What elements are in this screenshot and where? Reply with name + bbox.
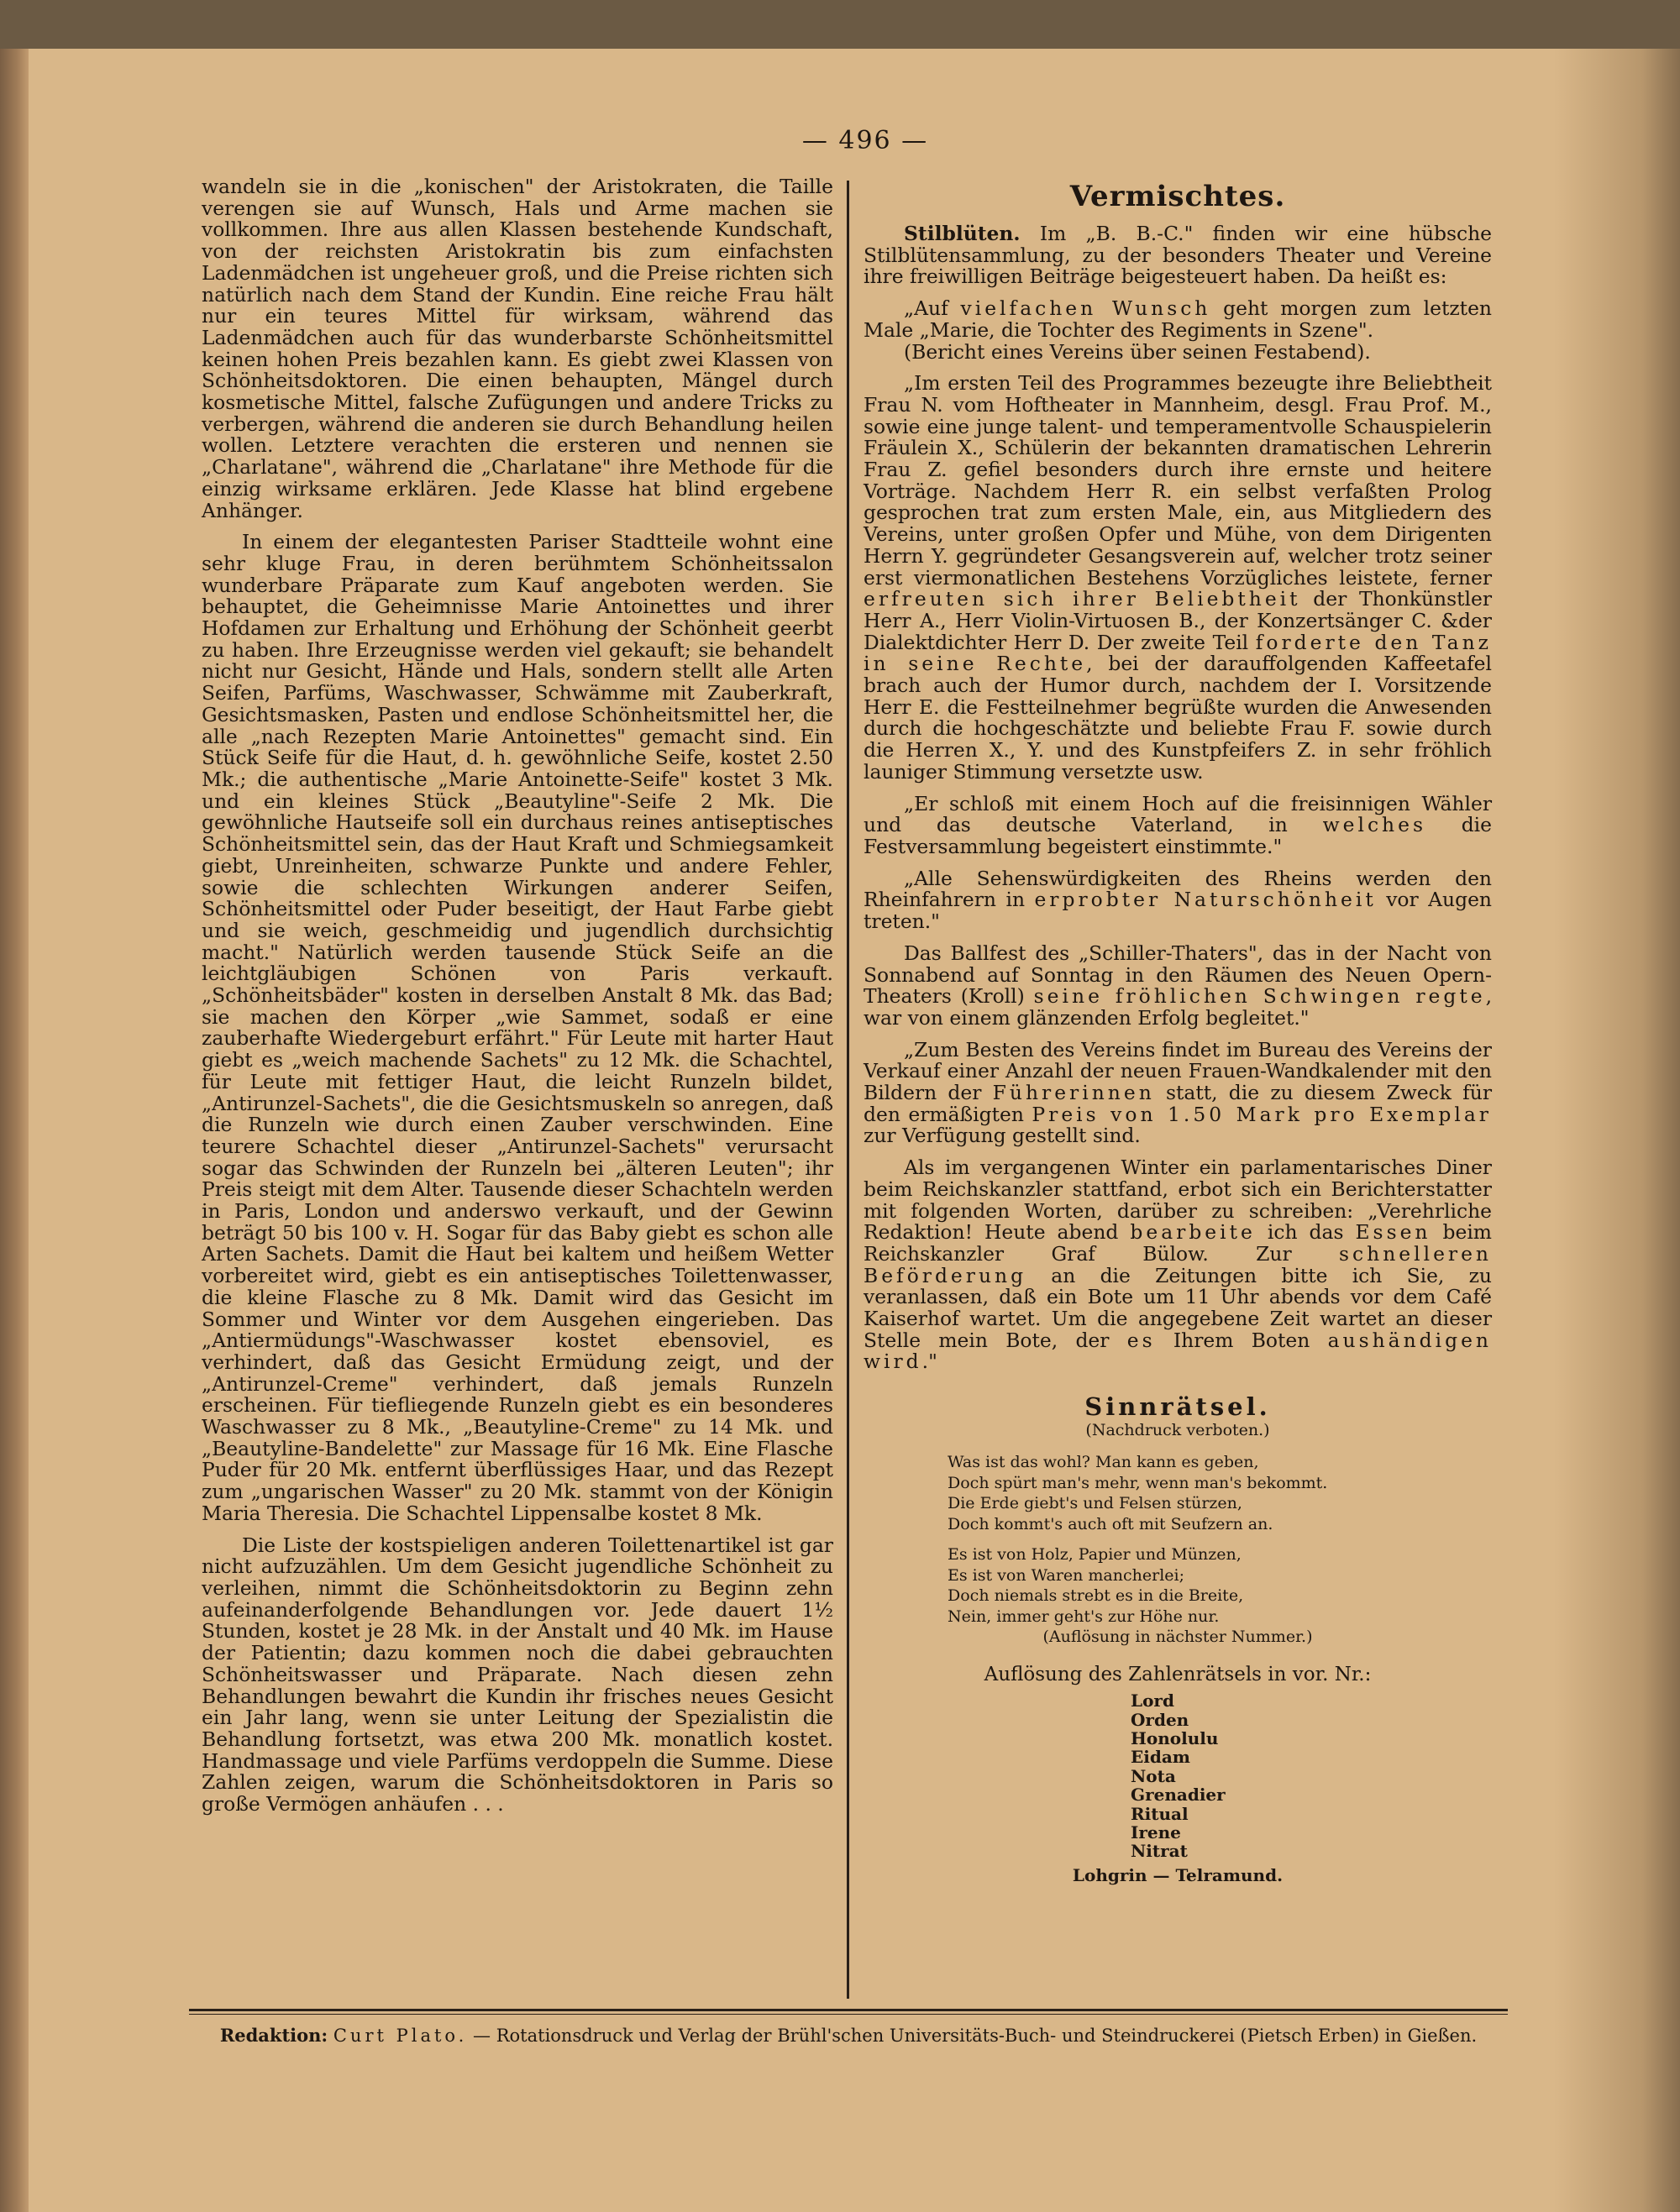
quote-7-text-a: Als im vergangenen Winter ein parlamentarisches Diner beim Reichskanzler stattfand, erbot sich ein Berichterstatter mit folgenden Worten, darüber zu schreiben: „Verehrliche Redaktion! Heute abend xyxy=(864,1156,1492,1245)
left-paragraph-1: wandeln sie in die „konischen" der Aristokraten, die Taille verengen sie auf Wunsch, Hals und Arme machen sie vollkommen. Ihre aus allen Klassen bestehende Kundschaft, von der reichsten Aristokratin bis zum einfachsten Ladenmädchen ist ungeheuer groß, und die Preise richten sich natürlich nach dem Stand der Kundin. Eine reiche Frau hält nur ein teures Mittel für wirksam, während das Ladenmädchen auch für das wunderbarste Schönheitsmittel keinen hohen Preis bezahlen kann. Es giebt zwei Klassen von Schönheitsdoktoren. Die einen behaupten, Mängel durch kosmetische Mittel, falsche Zufügungen und andere Tricks zu verbergen, während die anderen sie durch Behandlung heilen wollen. Letztere verachten die ersteren und nennen sie „Charlatane", während die „Charlatane" ihre Methode für die einzig wirksame erklären. Jede Klasse hat blind ergebene Anhänger. xyxy=(202,175,833,522)
quote-6-text-c: zur Verfügung gestellt sind. xyxy=(864,1124,1141,1148)
solution-word: Grenadier xyxy=(1131,1785,1226,1806)
quote-5-spaced: seine fröhlichen Schwingen regte xyxy=(1033,984,1486,1009)
quote-7-text-b: ich das xyxy=(1255,1220,1356,1245)
stilblueten-intro-text: Im „B. B.-C." finden wir eine hübsche Stilblütensammlung, zu der besonders Theater und Vereine ihre freiwilligen Beiträge beigesteuert haben. Da heißt es: xyxy=(864,222,1492,289)
stanza-gap xyxy=(948,1534,1492,1544)
paper-shadow-edge xyxy=(1554,49,1680,2212)
solution-heading: Auflösung des Zahlenrätsels in vor. Nr.: xyxy=(984,1664,1372,1686)
poem-line: Was ist das wohl? Man kann es geben, xyxy=(948,1453,1259,1472)
quote-7-spaced-5: aushändigen wird xyxy=(864,1328,1492,1374)
quote-2-text-a: „Im ersten Teil des Programmes bezeugte ihre Beliebtheit Frau N. vom Hoftheater in Mannheim, desgl. Frau Prof. M., sowie eine junge talent- und temperamentvolle Schauspielerin Fräulein X., Schülerin der bekannten dramatischen Lehrerin Frau Z. gefiel besonders durch ihre ernste und heitere Vorträge. Nachdem Herr R. ein selbst verfaßten Prolog gesprochen trat zum ersten Male, ein, aus Mitgliedern des Vereins, unter großen Opfer und Mühe, von dem Dirigenten Herrn Y. gegründeter Gesangsverein auf, welcher trotz seiner erst viermonatlichen Bestehens Vorzügliches leistete, ferner xyxy=(864,371,1492,590)
footer-label: Redaktion: xyxy=(219,2025,328,2046)
poem-line: Doch kommt's auch oft mit Seufzern an. xyxy=(948,1514,1273,1533)
quote-5-text-b: , war von einem glänzenden Erfolg begleitet." xyxy=(864,984,1492,1030)
poem-line: Nein, immer geht's zur Höhe nur. xyxy=(948,1607,1220,1626)
right-column xyxy=(864,176,1492,1886)
poem-line: Die Erde giebt's und Felsen stürzen, xyxy=(948,1494,1242,1513)
puzzle-reprint-note: (Nachdruck verboten.) xyxy=(1085,1421,1270,1440)
quote-7-spaced-2: Essen xyxy=(1355,1220,1431,1245)
quote-7 xyxy=(864,1157,1492,1373)
solution-word-list xyxy=(1131,1691,1492,1861)
quote-3-text-b: die Festversammlung begeistert einstimmte." xyxy=(864,813,1492,858)
solution-word: Eidam xyxy=(1131,1747,1190,1768)
quote-7-spaced-1: bearbeite xyxy=(1130,1220,1256,1245)
section-heading: Vermischtes. xyxy=(1069,180,1286,213)
quote-1 xyxy=(864,298,1492,341)
left-paragraph-3: Die Liste der kostspieligen anderen Toilettenartikel ist gar nicht aufzuzählen. Um dem Gesicht jugendliche Schönheit zu verleihen, nimmt die Schönheitsdoktorin zu Beginn zehn aufeinanderfolgende Behandlungen vor. Jede dauert 1½ Stunden, kostet je 28 Mk. in der Anstalt und 40 Mk. im Hause der Patientin; dazu kommen noch die dabei gebrauchten Schönheitswasser und Präparate. Nach diesen zehn Behandlungen bewahrt die Kundin ihr frisches neues Gesicht ein Jahr lang, wenn sie unter Leitung der Spezialistin die Behandlung fortsetzt, was etwa 200 Mk. monatlich kostet. Handmassage und viele Parfüms verdoppeln die Summe. Diese Zahlen zeigen, warum die Schönheitsdoktoren in Paris so große Vermögen anhäufen . . . xyxy=(202,1533,833,1816)
quote-4-spaced: erprobter Naturschönheit xyxy=(1034,888,1377,912)
quote-6 xyxy=(864,1037,1492,1148)
quote-6-spaced-2: Preis von 1.50 Mark pro Exemplar xyxy=(1032,1102,1492,1126)
footer-imprint xyxy=(189,2024,1508,2047)
quote-1-note: (Bericht eines Vereins über seinen Festabend). xyxy=(904,339,1371,364)
stilblueten-runin: Stilblüten. xyxy=(904,222,1021,245)
quote-2-text-c: , bei der darauffolgenden Kaffeetafel brach auch der Humor durch, nachdem der I. Vorsitzende Herr E. die Festteilnehmer begrüßte wurden die Anwesenden durch die hochgeschätzte und beliebte Frau F. sowie durch die Herren X., Y. und des Kunstpfeifers Z. in sehr fröhlich launiger Stimmung versetzte usw. xyxy=(864,652,1492,784)
solution-word: Nitrat xyxy=(1131,1841,1188,1862)
solution-word: Lord xyxy=(1131,1690,1174,1711)
quote-7-spaced-3: schnelleren Beförderung xyxy=(864,1241,1492,1287)
quote-7-spaced-4: es xyxy=(1126,1328,1156,1352)
quote-1-spaced: vielfachen Wunsch xyxy=(960,296,1211,321)
stilblueten-intro xyxy=(864,223,1492,288)
poem-line: Es ist von Holz, Papier und Münzen, xyxy=(948,1545,1242,1565)
quote-3 xyxy=(864,791,1492,858)
poem-line: Doch niemals strebt es in die Breite, xyxy=(948,1586,1244,1606)
quote-2-spaced-1: erfreuten sich ihrer Beliebtheit xyxy=(864,587,1301,611)
quote-3-spaced: welches xyxy=(1322,813,1426,837)
left-paragraph-2: In einem der elegantesten Pariser Stadtteile wohnt eine sehr kluge Frau, in deren berühmtem Schönheitssalon wunderbare Präparate zum Kauf angeboten werden. Sie behauptet, die Geheimnisse Marie Antoinettes und ihrer Hofdamen zur Erhaltung und Erhöhung der Schönheit geerbt zu haben. Ihre Erzeugnisse werden viel gekauft; sie behandelt nicht nur Gesicht, Hände und Hals, sondern stellt alle Arten Seifen, Parfüms, Waschwasser, Schwämme mit Zauberkraft, Gesichtsmasken, Pasten und endlose Schönheitsmittel her, die alle „nach Rezepten Marie Antoinettes" gemacht sind. Ein Stück Seife für die Haut, d. h. gewöhnliche Seife, kostet 2.50 Mk.; die authentische „Marie Antoinette-Seife" kostet 3 Mk. und ein kleines Stück „Beautyline"-Seife 2 Mk. Die gewöhnliche Hautseife soll ein durchaus reines antiseptisches Schönheitsmittel sein, das der Haut Kraft und Schmiegsamkeit giebt, Unreinheiten, schwarze Punkte und andere Fehler, sowie die schlechten Wirkungen anderer Seifen, Schönheitsmittel oder Puder beseitigt, der Haut Farbe giebt und sie weich, geschmeidig und jugendlich durchsichtig macht." Natürlich werden tausende Stück Seife an die leichtgläubigen Schönen von Paris verkauft. „Schönheitsbäder" kosten in derselben Anstalt 8 Mk. das Bad; sie machen den Körper „wie Sammet, sodaß er eine zauberhafte Wiedergeburt erfährt." Für Leute mit harter Haut giebt es „weich machende Sachets" zu 12 Mk. die Schachtel, für Leute mit fettiger Haut, die leicht Runzeln bildet, „Antirunzel-Sachets", die die Gesichtsmuskeln so anregen, daß die Runzeln wie durch einen Zauber verschwinden. Eine teurere Schachtel dieser „Antirunzel-Sachets" verursacht sogar das Schwinden der Runzeln bei „älteren Leuten"; ihr Preis steigt mit dem Alter. Tausende dieser Schachteln werden in Paris, London und anderswo verkauft, und der Gewinn beträgt 50 bis 100 v. H. Sogar für das Baby giebt es schon alle Arten Sachets. Damit die Haut bei kaltem und heißem Wetter vorbereitet wird, giebt es ein antiseptisches Toilettenwasser, die kleine Flasche zu 8 Mk. Damit wird das Gesicht im Sommer und Winter vor dem Ausgehen eingerieben. Das „Antiermüdungs"-Waschwasser kostet ebensoviel, es verhindert, daß das Gesicht Ermüdung zeigt, und der „Antirunzel-Creme" verhindert, daß jemals Runzeln erscheinen. Für tiefliegende Runzeln giebt es ein besonderes Waschwasser zu 8 Mk., „Beautyline-Creme" zu 14 Mk. und „Beautyline-Bandelette" zur Massage für 16 Mk. Eine Flasche Puder für 20 Mk. entfernt überflüssiges Haar, und das Rezept zum „ungarischen Wasser" zu 20 Mk. stammt von der Königin Maria Theresia. Die Schachtel Lippensalbe kostet 8 Mk. xyxy=(202,530,833,1525)
footer-rule-thin xyxy=(189,2014,1508,2015)
poem-line: Es ist von Waren mancherlei; xyxy=(948,1565,1185,1585)
binding-strip xyxy=(0,49,29,2212)
quote-6-text-a: „Zum Besten des Vereins findet im Bureau des Vereins der Verkauf einer Anzahl der neuen Frauen-Wandkalender mit den Bildern der xyxy=(864,1037,1492,1105)
solution-word: Irene xyxy=(1131,1822,1181,1842)
quote-2-text-b: der Thonkünstler Herr A., Herr Violin-Virtuosen B., der Konzertsänger C. &der Dialektdichter Herr D. Der zweite Teil xyxy=(864,587,1492,654)
quote-7-text-f: ." xyxy=(921,1350,937,1374)
quote-3-text-a: „Er schloß mit einem Hoch auf die freisinnigen Wähler und das deutsche Vaterland, in xyxy=(864,791,1492,837)
puzzle-poem xyxy=(948,1452,1492,1627)
quote-6-text-b: statt, die zu diesem Zweck für den ermäßigten xyxy=(864,1081,1492,1126)
quote-1-text-b: geht morgen zum letzten Male „Marie, die Tochter des Regiments in Szene". xyxy=(864,296,1492,342)
quote-4-text-a: „Alle Sehenswürdigkeiten des Rheins werden den Rheinfahrern in xyxy=(864,866,1492,912)
puzzle-solution-note: (Auflösung in nächster Nummer.) xyxy=(1042,1628,1313,1647)
quote-1-text-a: „Auf xyxy=(904,296,961,321)
footer-rule xyxy=(189,2009,1508,2011)
puzzle-title: Sinnrätsel. xyxy=(1084,1392,1271,1422)
quote-2 xyxy=(864,373,1492,783)
solution-final: Lohgrin — Telramund. xyxy=(1072,1864,1284,1885)
quote-5 xyxy=(864,943,1492,1030)
solution-word: Ritual xyxy=(1131,1803,1189,1824)
quote-4-text-b: vor Augen treten." xyxy=(864,888,1492,934)
left-column xyxy=(202,176,833,1816)
quote-7-text-c: beim Reichskanzler Graf Bülow. Zur xyxy=(864,1220,1492,1266)
quote-4 xyxy=(864,868,1492,933)
column-divider xyxy=(847,181,849,1999)
quote-5-text-a: Das Ballfest des „Schiller-Thaters", das in der Nacht von Sonnabend auf Sonntag in den Räumen des Neuen Opern-Theaters (Kroll) xyxy=(864,941,1492,1009)
quote-7-text-e: Ihrem Boten xyxy=(1155,1328,1328,1352)
poem-line: Doch spürt man's mehr, wenn man's bekommt. xyxy=(948,1473,1328,1492)
footer-imprint-text: — Rotationsdruck und Verlag der Brühl'schen Universitäts-Buch- und Steindruckerei (Pietsch Erben) in Gießen. xyxy=(467,2026,1478,2046)
footer-editor: Curt Plato. xyxy=(333,2026,468,2046)
quote-2-spaced-2: forderte den Tanz in seine Rechte xyxy=(864,630,1492,676)
solution-word: Nota xyxy=(1131,1765,1176,1786)
quote-7-text-d: an die Zeitungen bitte ich Sie, zu veranlassen, daß ein Bote um 11 Uhr abends vor dem Café Kaiserhof wartet. Um die angegebene Zeit wartet an dieser Stelle mein Bote, der xyxy=(864,1263,1492,1352)
solution-word: Orden xyxy=(1131,1709,1189,1730)
page-number: — 496 — xyxy=(801,126,929,155)
solution-word: Honolulu xyxy=(1131,1727,1219,1748)
quote-6-spaced-1: Führerinnen xyxy=(992,1081,1155,1105)
